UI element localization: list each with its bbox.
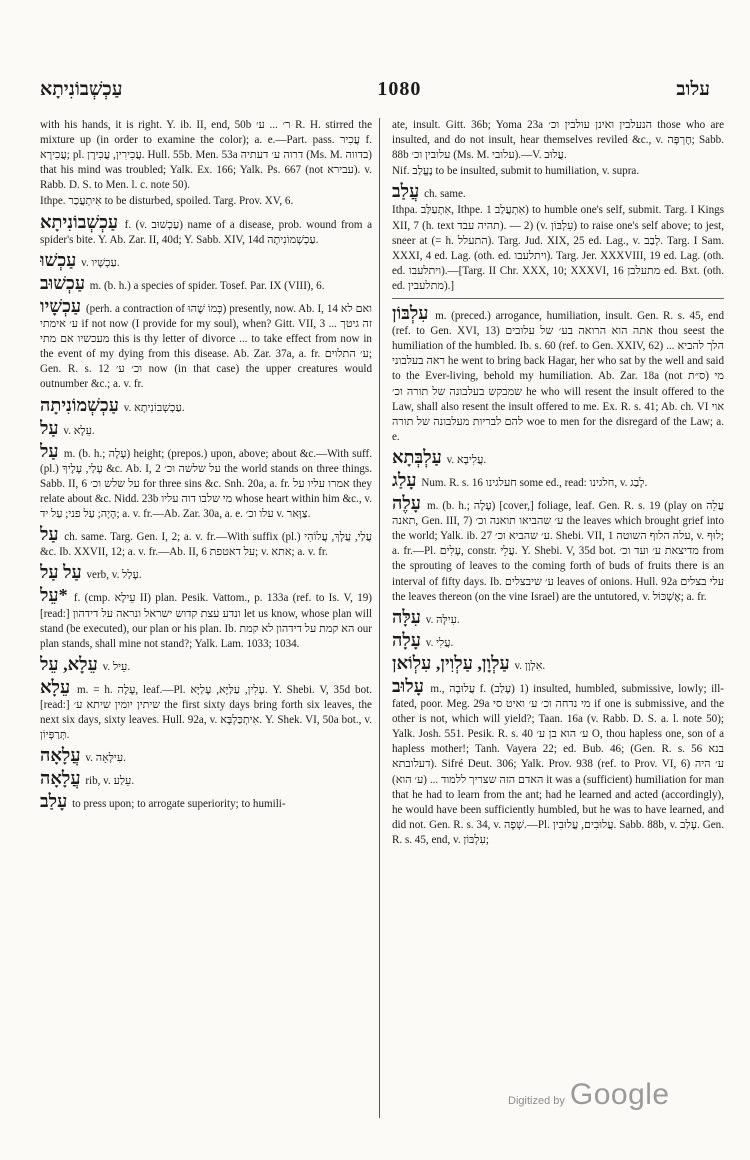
entry-headword: עָלַג: [392, 469, 417, 490]
dictionary-entry: [392, 446, 724, 468]
entry-definition: Ithpe. אִיתְעֲכַר to be disturbed, spoiled. Targ. Prov. XV, 6.: [40, 195, 294, 208]
entry-definition: m. (preced.) arrogance, humiliation, insult. Gen. R. s. 45, end (ref. to Gen. XVI, 13) אתה הוא הרואה בע׳ של עלובים thou seest the humiliation of the humbled. Ib. s. 60 (ref. to Gen. XXIV, 62) הלך להביא ... ראה בעלבוני he went to bring back Hagar, her who sat by the well and said to the Ever-living, behold my humiliation. Ab. Zar. 18a (not ס״ת) מי שמבקש בעלבונה של תורה וכ׳ he who will resent the insult offered to the Law, shall also resent the insult offered to me. Ex. R. s. 41; Ab. ch. VI אוי להם לבריות מעלבונה של תורה woe to men for the disregard of the Law; a. e.: [392, 310, 724, 443]
entry-headword: עֲלָאָה: [40, 768, 81, 789]
entry-headword: עַל: [40, 524, 59, 545]
right-column: [392, 118, 724, 1118]
entry-definition: ate, insult. Gitt. 36b; Yoma 23a הנעלבין ואינן עולבין וכ׳ those who are insulted, and do not insult, hear themselves reviled &c., v. חֶרְפָּה; Sabb. 88b עלובין וכ׳ (Ms. M. עלובי).—V. עֲלוּב.: [392, 119, 724, 162]
entry-definition: m. (b. h.; עָלָה) [cover,] foliage, leaf. Gen. R. s. 19 (play on עֲלֵה תאנה, Gen. III, 7) ע׳ שהביאו תואנה וכ׳ the leaves which brought grief into the world; Yalk. ib. 27 ע׳ שהביא וכ׳. Shebi. VII, 1 עלה הלוף השוטה, v. לוּף; a. fr.—Pl. עָלִים, constr. עֲלֵי. Y. Shebi. V, 35d bot. מדיצאת ע׳ ועד וכ׳ from the sprouting of leaves to the coming forth of buds of fruits there is an interval of fifty days. Ib. ע׳ שיבצלים leaves of onions. Hull. 92a עלי בצלים the leaves thereon (on the vine Israel) are the untutored, v. אֶשְׁכּוֹל; a. fr.: [392, 500, 724, 603]
entry-headword: עַל: [40, 440, 59, 461]
entry-definition: v. אִלְוָן.: [514, 659, 546, 672]
entry-definition: Nif. נֶעֱלַב to be insulted, submit to humiliation, v. supra.: [392, 165, 640, 178]
entry-headword: עֵלָא: [40, 676, 71, 697]
dictionary-entry: [40, 272, 372, 294]
entry-headword: עֲלָאָה: [40, 745, 81, 766]
entry-headword: עַכְשָׁיו: [40, 295, 82, 316]
dictionary-entry: [392, 606, 724, 628]
dictionary-entry: [40, 561, 372, 583]
entry-definition: v. עֲלִיבָא.: [446, 453, 487, 466]
running-head-right: עלוב: [676, 79, 710, 100]
entry-definition: m. (b. h.) a species of spider. Tosef. Par. IX (VIII), 6.: [89, 279, 325, 292]
dictionary-entry: [40, 194, 372, 209]
entry-definition: verb, v. עָלַל.: [86, 569, 142, 582]
entry-headword: עַכְשׁוּ: [40, 249, 77, 270]
entry-headword: עִלָּה: [392, 606, 421, 627]
dictionary-entry: [40, 523, 372, 560]
dictionary-entry: [392, 492, 724, 605]
entry-separator: [392, 298, 724, 299]
entry-definition: m., עֲלוּבָה f. (עָלַב) 1) insulted, humbled, submissive, lowly; ill-fated, poor. Meg. 29a מי נדחה וכ׳ ע׳ ואיט סי if one is submissive, and the other is not, which will yield?; Taan. 16a (v. Rabb. D. S. a. l. note 50); Yalk. Josh. 551. Pesik. R. s. 40 ע׳ הוא בן ע׳ O, thou hapless one, son of a hapless mother!; Tanh. Vayera 22; ed. Bub. 46; (Gen. R. s. 56 בנא דעלובתא). Sifré Deut. 306; Yalk. Prov. 938 (ref. to Prov. VI, 6) ע׳ היה האדם הזה שצריך ללמוד ... (ע׳ הוא) it was a (sufficient) humiliation for man that he had to learn from the ant; had he learned and acted (accordingly), he would have been sufficiently humbled, but he was to have learned, and did not. Gen. R. s. 34, v. שְׁפָה.—Pl. עֲלוּבִים, עֲלוּבִין. Sabb. 88b, v. עָלַב. Gen. R. s. 45, end, v. עִלְבּוֹן;: [392, 683, 724, 846]
entry-headword: עָלוּב: [392, 676, 424, 696]
dictionary-entry: [40, 744, 372, 766]
page-header: [40, 78, 710, 108]
entry-headword: עַכְשְׁבוֹנִיתָא: [40, 211, 119, 232]
entry-headword: עַכְשְׁמוֹנִיתָה: [40, 394, 119, 415]
entry-definition: to press upon; to arrogate superiority; to humili-: [72, 798, 286, 811]
entry-headword: עָלַב: [40, 791, 68, 812]
entry-headword: עַכְשׁוּב: [40, 272, 86, 293]
dictionary-entry: [392, 164, 724, 179]
entry-definition: ch. same.: [424, 188, 466, 201]
dictionary-entry: [392, 469, 724, 491]
entry-definition: v. עַכְשָׁיו.: [81, 256, 120, 269]
entry-definition: m. (b. h.; עָלָה) height; (prepos.) upon, above; about &c.—With suff. (pl.) עָלַי, עָלֶיךָ &c. Ab. I, 2 על שלשה וכ׳ the world stands on three things. Sabb. II, 6 על שלש וכ׳ for three sins &c. Snh. 20a, a. fr. אמרו עליו על they relate about &c. Nidd. 23b מי שלבו דוה עליו whose heart within him &c., v. הָיָה; עַל פני; עַל יד; a. v. fr.—Ab. Zar. 30a, a. e. עלו וכ׳ v. צַוָּאר.: [40, 447, 372, 521]
entry-definition: v. עִילָּה.: [425, 613, 460, 626]
dictionary-entry: [40, 676, 372, 743]
dictionary-entry: [40, 653, 372, 675]
entry-definition: with his hands, it is right. Y. ib. II, end, 50b ר׳ ... ע׳ R. H. stirred the mixture up (in order to examine the color); a. e.—Part. pass. עֲכִיר f. עֲכִירָא; pl. עֲכִירִין, עֲכִירָן. Hull. 55b. Men. 53a דרוה ע׳ דעתיה (Ms. M. בדווה) that his mind was troubled; Yalk. Ex. 166; Yalk. Ps. 667 (not עבירא). v. Rabb. D. S. to Men. l. c. note 50).: [40, 119, 372, 192]
dictionary-entry: [392, 302, 724, 445]
entry-headword: עַל עַל: [40, 562, 82, 583]
dictionary-entry: [392, 629, 724, 651]
dictionary-entry: [40, 417, 372, 439]
dictionary-entry: [40, 295, 372, 393]
entry-definition: v. עֲלִי.: [425, 636, 454, 649]
entry-definition: Ithpa. אִתְעַלַּב, Ithpe. אִתְעֲלַב 1) to humble one's self, submit. Targ. I Kings XII, 7 (h. text תהיה עבד). — 2) (v. עִלְבּוֹן) to raise one's self above; to jest, sneer at (= h. התעלל). Targ. Jud. XIX, 25 ed. Lag., v. לְבַב. Targ. I Sam. XXXI, 4 ed. Lag. (oth. ed. ויתלעבו). Targ. Jer. XXXVIII, 19 ed. Lag. (oth. ed. ויתלעבו).—[Targ. II Chr. XXX, 10; XXXVI, 16 מתעלבן ed. Bxt. (oth. ed. מתלעבין).]: [392, 204, 724, 292]
google-logo: Google: [569, 1078, 670, 1111]
entry-definition: rib, v. עֵלַע.: [85, 775, 135, 788]
entry-definition: v. עִילָּאָה.: [85, 752, 126, 765]
google-watermark: [508, 1078, 734, 1114]
left-column: [40, 118, 372, 1118]
dictionary-entry: [392, 180, 724, 202]
dictionary-entry: [40, 790, 372, 812]
entry-headword: *עֵל: [40, 585, 68, 606]
entry-definition: v. עֵלָא.: [63, 424, 95, 437]
dictionary-entry: [40, 211, 372, 248]
column-divider: [379, 118, 380, 1118]
dictionary-entry: [392, 203, 724, 294]
page-number: 1080: [377, 78, 422, 100]
entry-headword: עֲלַב: [392, 181, 420, 202]
entry-definition: ch. same. Targ. Gen. I, 2; a. v. fr.—With suffix (pl.) עֲלַי, עֲלָךְ, עֲלוֹהִי &c. Ib. XXVII, 12; a. v. fr.—Ab. II, 6 על דאטפת; v. אתא; a. v. fr.: [40, 531, 372, 559]
entry-headword: עָלֶה: [392, 493, 421, 514]
entry-definition: m. = h. עָלֶה, leaf.—Pl. עָלִין, עַלַּיָּא, עָלַיָּא. Y. Shebi. V, 35d bot. [read:] שיתין יומין שיתא ע׳ the first sixty days bring forth six leaves, the next six days, sixty leaves. Hull. 92a, v. אִיתְכַּלְבָּא. Y. Shek. VI, 50a bot., v. תְּרַפְּיוֹן.: [40, 683, 372, 742]
entry-headword: עִלְבּוֹן: [392, 303, 429, 324]
entry-headword: עֵלָא, עֵל: [40, 653, 98, 674]
dictionary-entry: [40, 767, 372, 789]
entry-definition: v. עֵיל.: [102, 660, 131, 673]
dictionary-entry: [40, 440, 372, 522]
entry-definition: f. (v. עַכְשׁוּב) name of a disease, prob. wound from a spider's bite. Y. Ab. Zar. II, 40d; Y. Sabb. XIV, 14d עַכְשְׁמוֹנִיתָה.: [40, 218, 372, 246]
entry-definition: f. (cmp. עֵילָא II) plan. Pesik. Vattom., p. 133a (ref. to Is. V, 19) [read:] ונדע עצת קדוש ישראל ונראה על דידהון let us know, whose plan will stand (be executed), our plan or his plan. Ib. הא קמת על דידהון לא קמת our plan stands, shall mine not stand?; Yalk. Lam. 1033; 1034.: [40, 592, 372, 650]
entry-definition: v. עַכְשְׁבוֹנִיתָא.: [123, 401, 185, 414]
dictionary-entry: [40, 118, 372, 193]
dictionary-entry: [40, 249, 372, 271]
running-head-left: עַכְשְׁבוֹנִיתָא: [40, 79, 123, 100]
entry-definition: (perh. a contraction of כְּמוֹ שֶׁהוּ) presently, now. Ab. I, 14 ואם לא ע׳ אימתי if not now (I provide for my soul), when? Gitt. VII, 3 זה גיטך ... מעכשיו אם מתי this is thy letter of divorce ... to take effect from now in the event of my dying from this disease. Ab. Zar. 37a, a. fr. ע׳ התלוים; Gen. R. s. 12 וכ׳ ע׳ now (in that case) the upper creatures would outnumber &c.; a. v. fr.: [40, 302, 372, 391]
dictionary-entry: [392, 118, 724, 163]
dictionary-entry: [392, 675, 724, 848]
entry-headword: עָלָה: [392, 629, 421, 650]
entry-headword: עַל: [40, 417, 59, 438]
dictionary-entry: [392, 652, 724, 674]
entry-headword: עַלְבְּתָא: [392, 446, 442, 467]
entry-definition: Num. R. s. 16 חעלגינו some ed., read: חלגינו, v. לָבַג.: [421, 476, 648, 489]
watermark-prefix: Digitized by: [508, 1095, 565, 1107]
dictionary-entry: [40, 584, 372, 651]
entry-headword: עַלְוָן, עַלְוִין, עִלְוֹאן: [392, 652, 510, 673]
dictionary-entry: [40, 394, 372, 416]
